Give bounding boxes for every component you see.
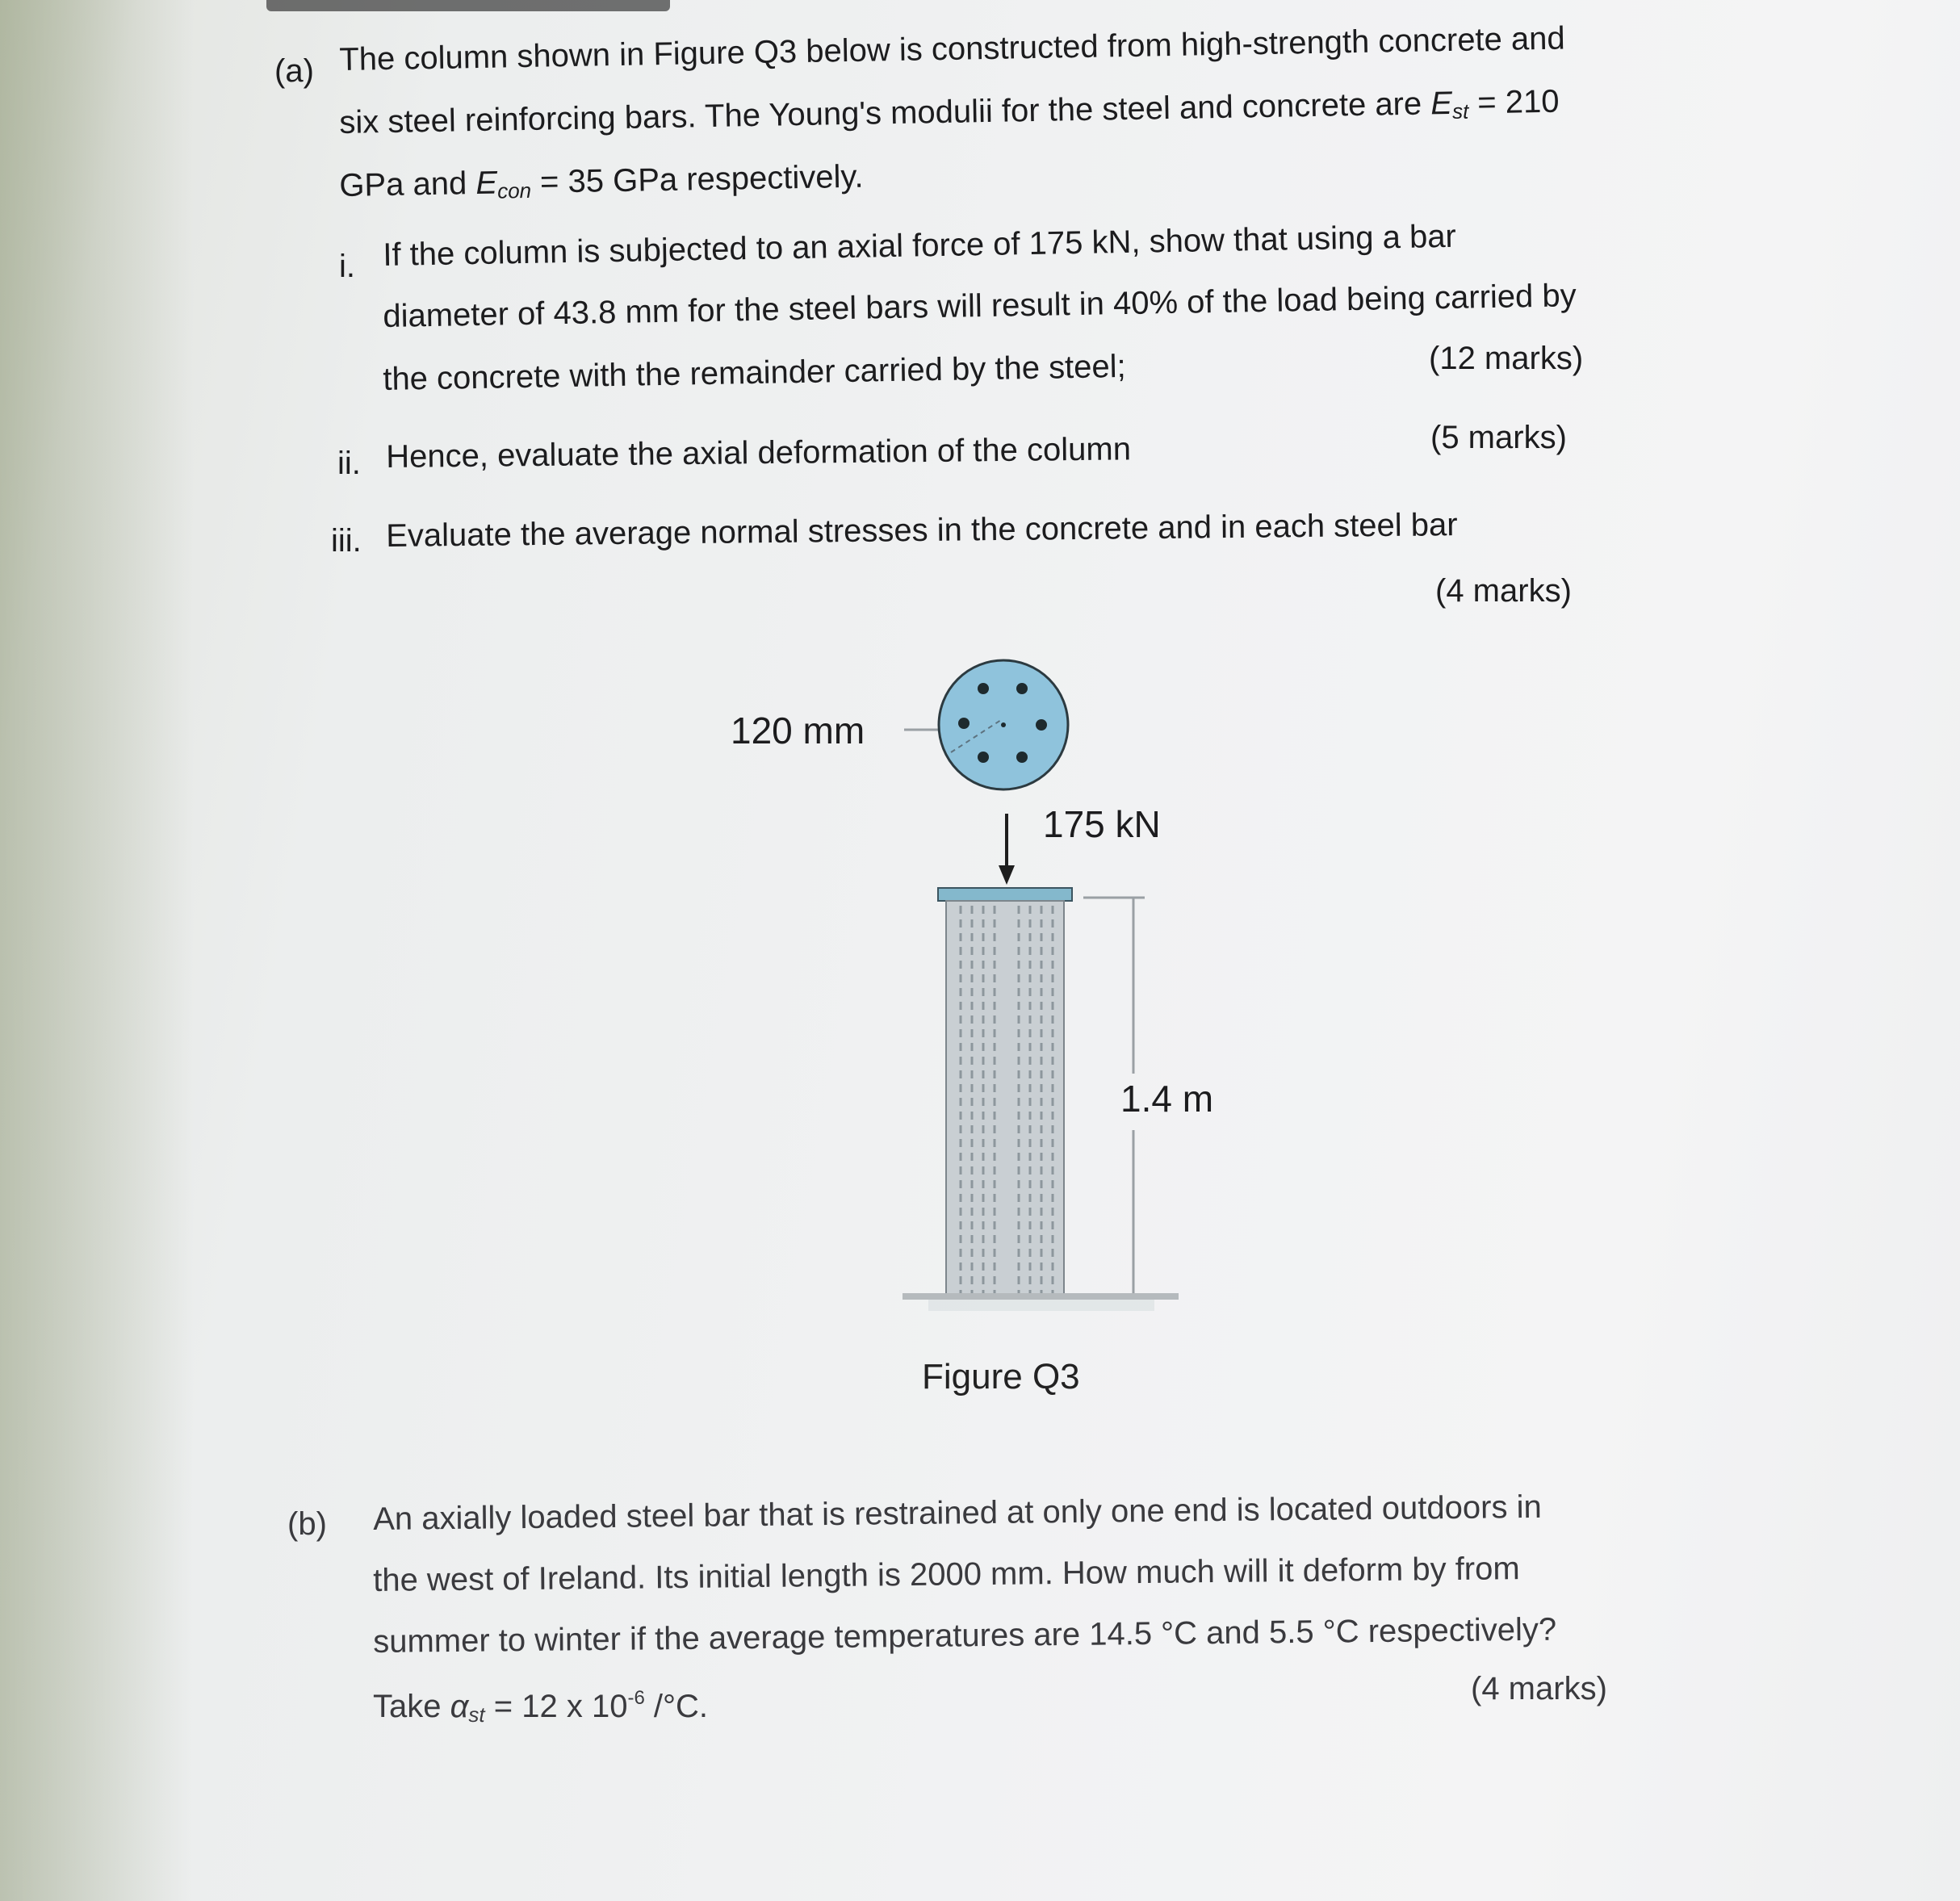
item-i-number: i. [339,249,355,284]
ground-shadow [928,1300,1154,1311]
item-i-line2: diameter of 43.8 mm for the steel bars will result in 40% of the load being carried by [382,278,1577,334]
load-arrow-head [999,865,1015,885]
figure-caption: Figure Q3 [922,1357,1080,1396]
steel-bar-dot [1036,719,1047,731]
column-body [946,901,1064,1298]
part-b-label: (b) [287,1506,327,1542]
part-a-label: (a) [274,53,314,89]
item-iii-marks: (4 marks) [1435,573,1572,609]
item-i-line1: If the column is subjected to an axial force of 175 kN, show that using a bar [382,218,1457,273]
load-label: 175 kN [1043,803,1161,845]
item-iii-line1: Evaluate the average normal stresses in the concrete and in each steel bar [385,507,1458,554]
part-b-line4: Take $\alpha_{st} = 12$ x $10^{-6}$ /°C. [373,1687,709,1727]
steel-bar-dot [1016,683,1028,694]
part-b-line2: the west of Ireland. Its initial length is 2000 mm. How much will it deform by from [372,1551,1520,1598]
part-a-intro-line3: GPa and $E_{con} = 35$ GPa respectively. [338,158,864,203]
item-i-line3: the concrete with the remainder carried by the steel; [382,348,1127,397]
item-ii-marks: (5 marks) [1430,420,1567,455]
item-ii-line1: Hence, evaluate the axial deformation of the column [385,431,1132,475]
steel-bar-dot [978,752,989,763]
steel-bar-dot [978,683,989,694]
steel-bar-dot [1016,752,1028,763]
part-b-line3: summer to winter if the average temperatures are 14.5 °C and 5.5 °C respectively? [372,1611,1557,1660]
section-center-dot [1001,722,1006,727]
part-a-intro-line1: The column shown in Figure Q3 below is constructed from high-strength concrete and [338,20,1566,77]
part-a-intro-line2: six steel reinforcing bars. The Young's modulii for the steel and concrete are $E_{st} = 210$ [338,83,1560,140]
column-cap [938,888,1072,901]
item-iii-number: iii. [331,523,362,559]
diameter-label: 120 mm [731,710,865,752]
ground-line [903,1293,1179,1300]
item-ii-number: ii. [337,446,361,481]
steel-bar-dot [958,718,970,729]
item-i-marks: (12 marks) [1429,341,1584,376]
part-b-marks: (4 marks) [1471,1671,1607,1706]
height-label: 1.4 m [1120,1078,1214,1120]
part-b-line1: An axially loaded steel bar that is restrained at only one end is located outdoors in [372,1489,1542,1537]
